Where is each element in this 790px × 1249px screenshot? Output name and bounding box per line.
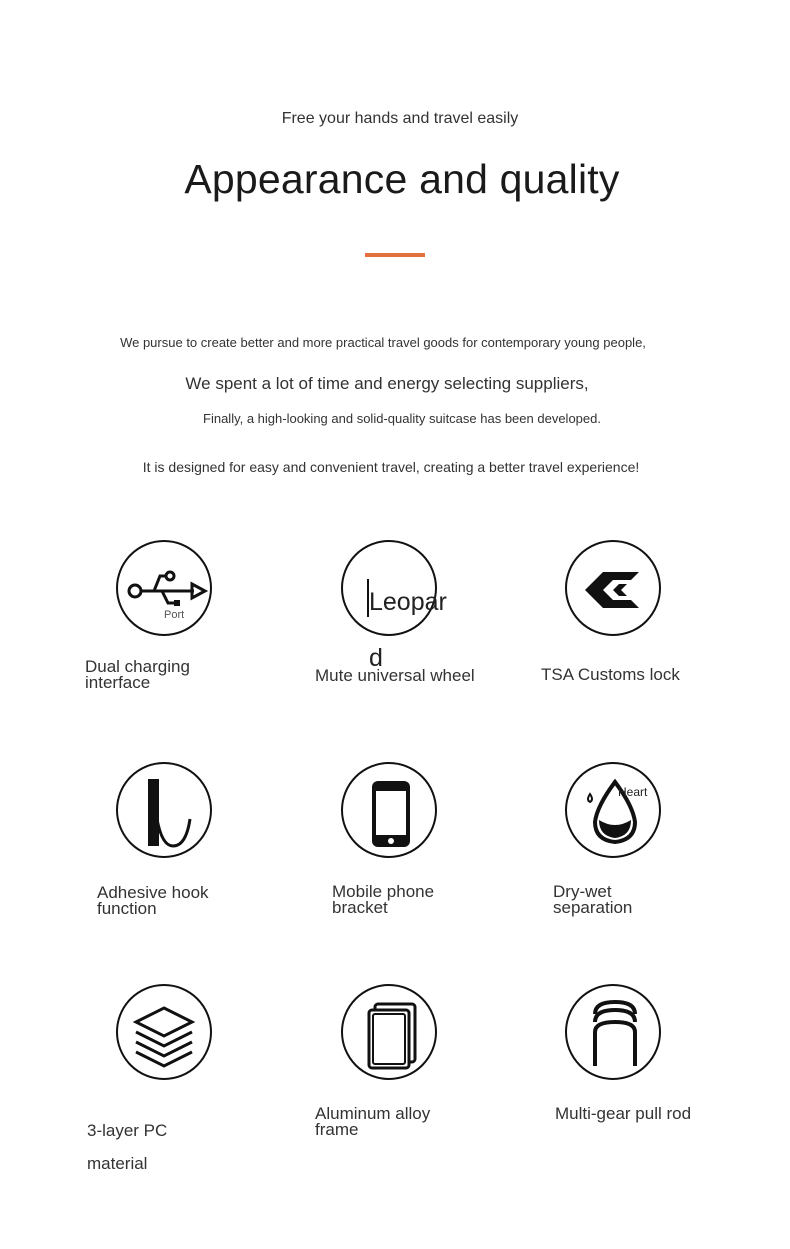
layers-icon <box>116 984 212 1080</box>
intro-line-4: It is designed for easy and convenient travel, creating a better travel experience! <box>142 459 640 475</box>
frame-icon <box>341 984 437 1080</box>
usb-icon <box>116 540 212 636</box>
intro-line-3: Finally, a high-looking and solid-quality suitcase has been developed. <box>203 411 601 426</box>
phone-icon <box>341 762 437 858</box>
tsa-lock-icon <box>565 540 661 636</box>
water-drop-icon <box>565 762 661 858</box>
feature-label: Dual charging interface <box>85 657 190 692</box>
title-accent-divider <box>365 253 425 257</box>
feature-label: Aluminum alloy frame <box>315 1104 431 1139</box>
layers-icon-graphic <box>118 986 210 1078</box>
tsa-lock-icon-graphic <box>567 542 659 634</box>
pull-rod-icon-graphic <box>567 986 659 1078</box>
feature-label: Mobile phone bracket <box>332 882 435 917</box>
page-title: Appearance and quality <box>184 156 620 202</box>
feature-label: Dry-wet separation <box>553 882 633 917</box>
water-drop-icon-graphic <box>567 764 659 856</box>
pull-rod-icon <box>565 984 661 1080</box>
feature-label: Adhesive hook function <box>97 883 209 918</box>
feature-label: TSA Customs lock <box>541 665 680 684</box>
feature-label: Multi-gear pull rod <box>555 1104 692 1123</box>
phone-icon-graphic <box>343 764 435 856</box>
hook-icon-graphic <box>118 764 210 856</box>
frame-icon-graphic <box>343 986 435 1078</box>
intro-line-2: We spent a lot of time and energy selecting suppliers, <box>185 374 589 393</box>
section-kicker: Free your hands and travel easily <box>281 110 519 127</box>
feature-label: Mute universal wheel <box>315 666 475 685</box>
usb-icon-caption: Port <box>164 609 185 621</box>
wheel-icon-caption: Leopard <box>369 588 447 672</box>
water-drop-icon-caption: Heart <box>618 785 648 799</box>
wheel-icon <box>341 540 447 672</box>
intro-line-1: We pursue to create better and more practical travel goods for contemporary young people, <box>120 335 646 350</box>
hook-icon <box>116 762 212 858</box>
feature-label: 3-layer PC material <box>87 1121 168 1173</box>
